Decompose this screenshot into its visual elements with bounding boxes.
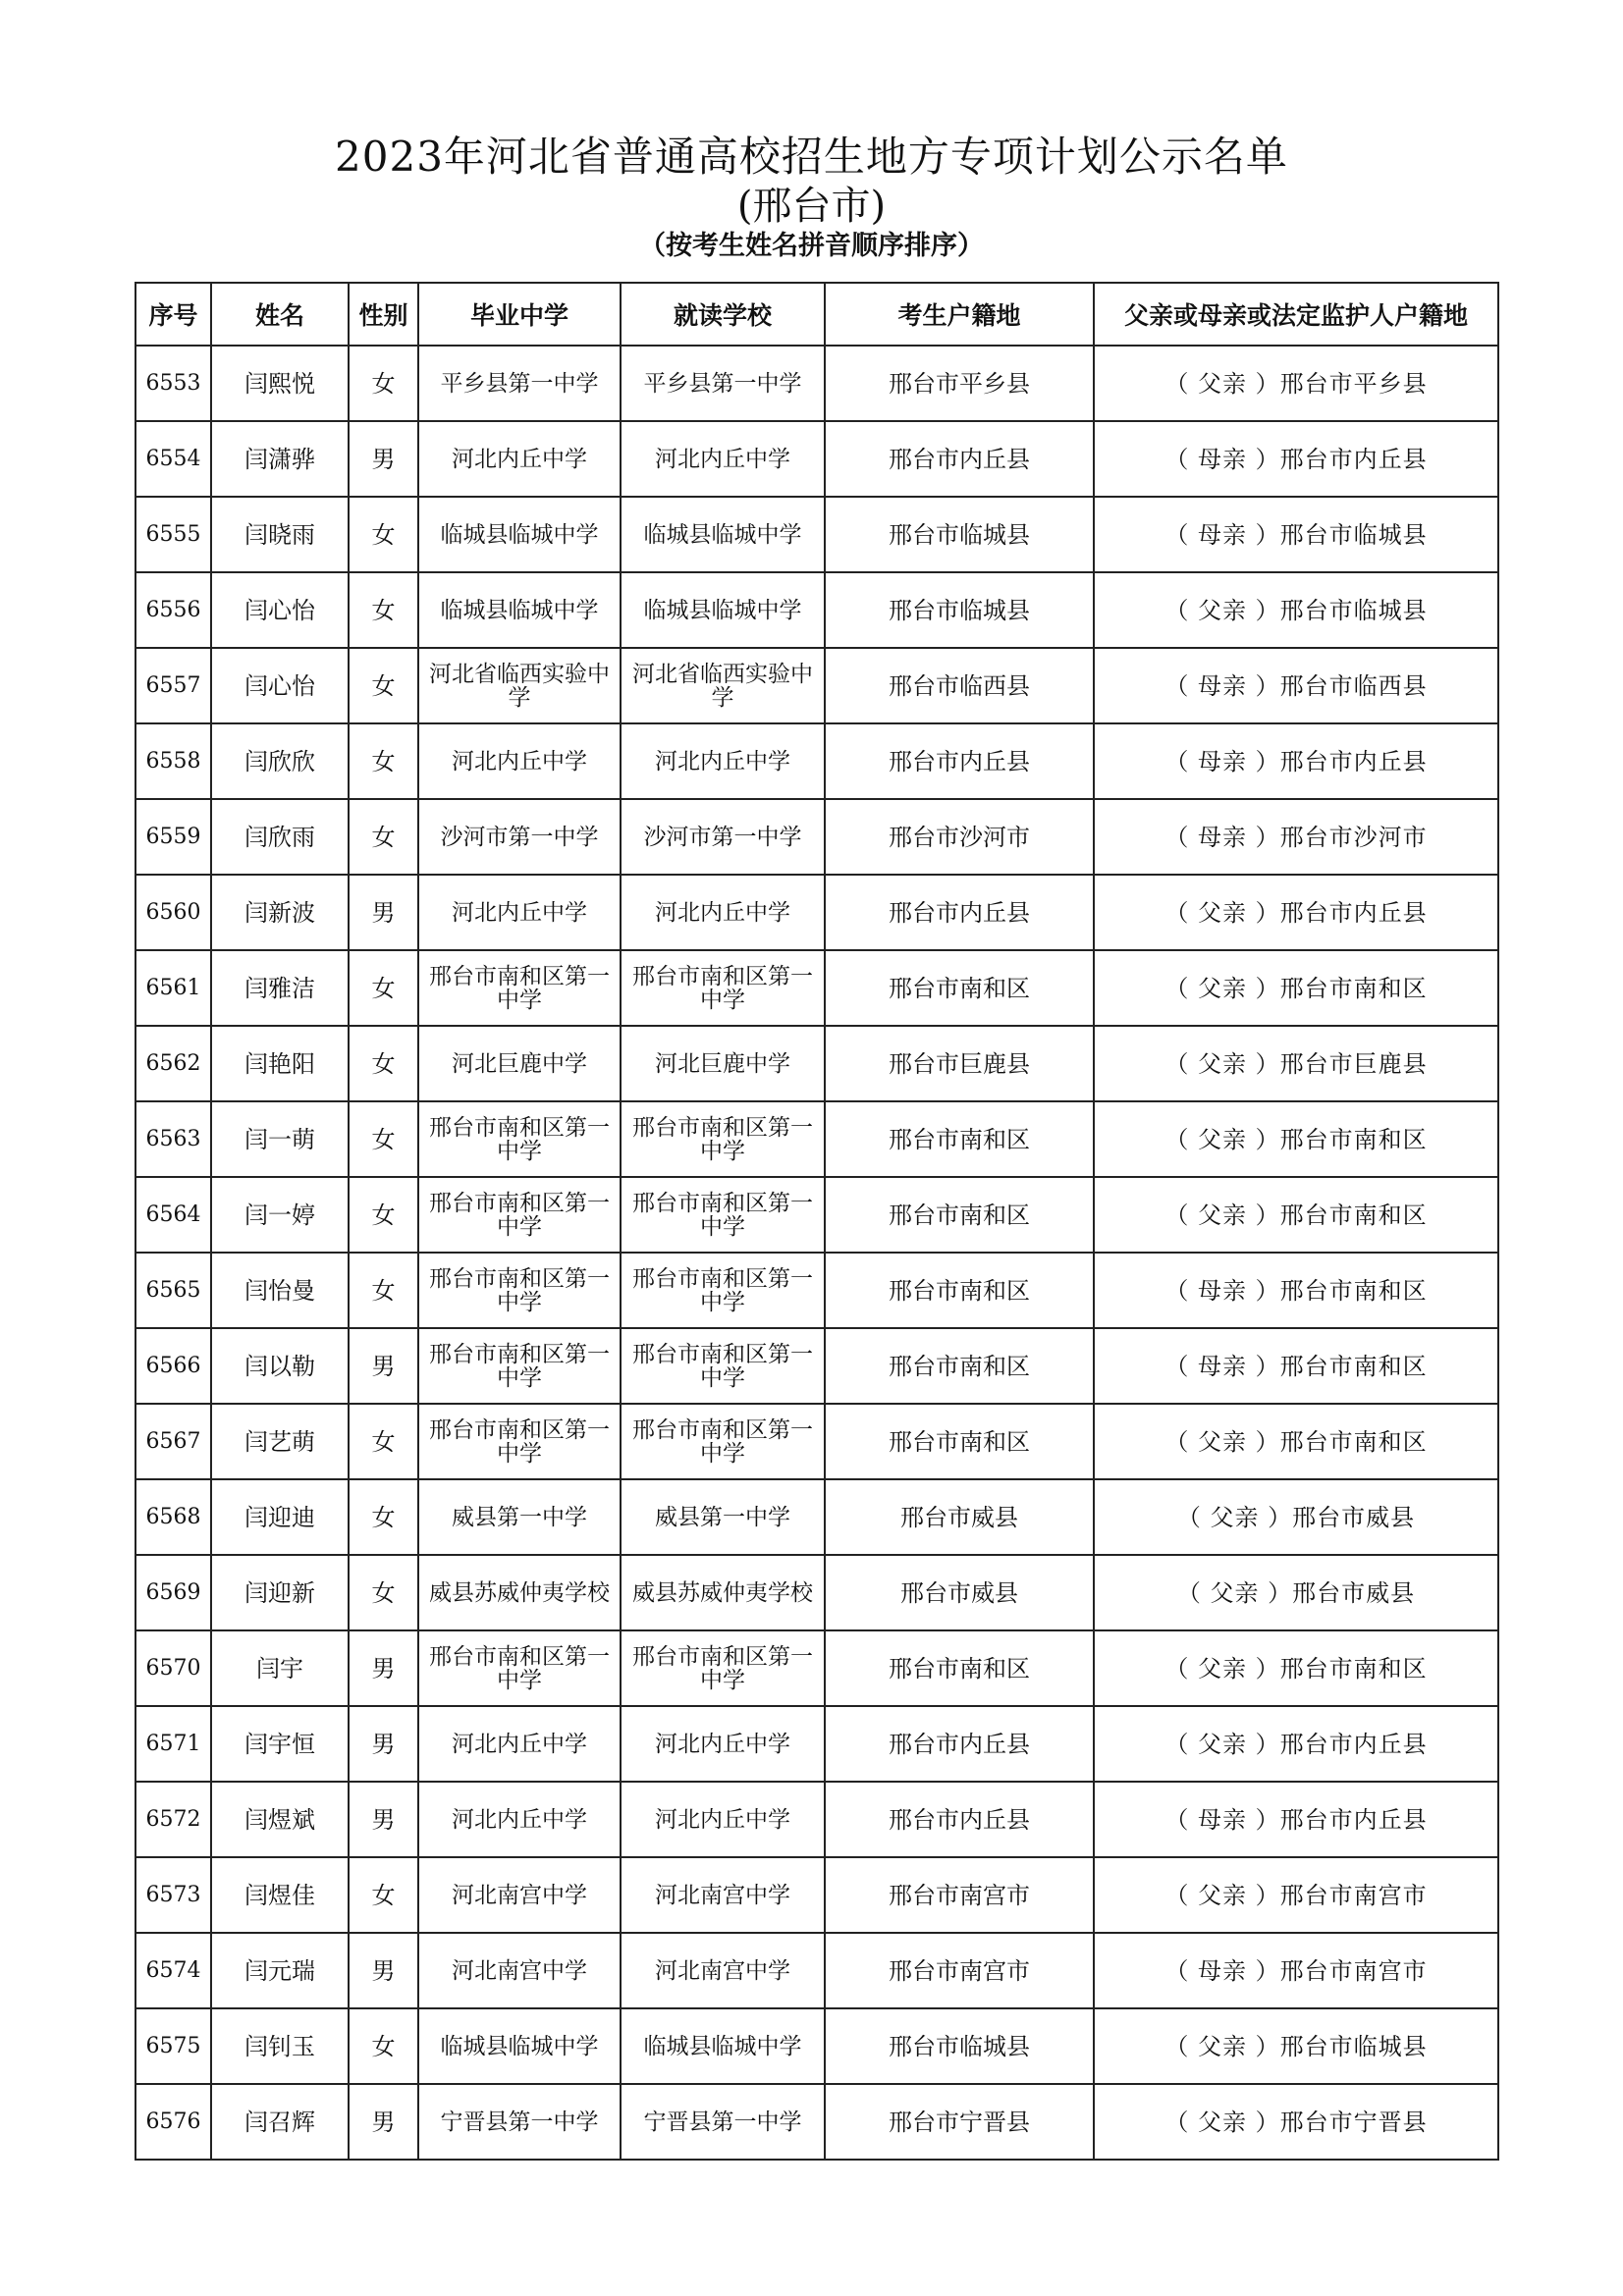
cell-residence: 邢台市临城县: [825, 572, 1094, 648]
cell-guardian-residence: （ 母亲 ）邢台市临城县: [1094, 497, 1498, 572]
cell-grad-school: 河北南宫中学: [418, 1933, 621, 2008]
cell-seq: 6568: [135, 1479, 211, 1555]
cell-current-school: 邢台市南和区第一中学: [621, 1101, 825, 1177]
table-row: [135, 1026, 1498, 1101]
cell-guardian-residence: （ 父亲 ）邢台市南宫市: [1094, 1857, 1498, 1933]
cell-gender: 女: [349, 950, 418, 1026]
cell-gender: 女: [349, 1857, 418, 1933]
cell-grad-school: 河北内丘中学: [418, 723, 621, 799]
cell-guardian-residence: （ 父亲 ）邢台市威县: [1094, 1555, 1498, 1630]
cell-seq: 6575: [135, 2008, 211, 2084]
cell-residence: 邢台市平乡县: [825, 346, 1094, 421]
header-seq: 序号: [135, 283, 211, 346]
cell-current-school: 河北内丘中学: [621, 1706, 825, 1782]
cell-grad-school: 临城县临城中学: [418, 572, 621, 648]
cell-residence: 邢台市巨鹿县: [825, 1026, 1094, 1101]
cell-residence: 邢台市内丘县: [825, 723, 1094, 799]
table-row: [135, 1630, 1498, 1706]
cell-seq: 6553: [135, 346, 211, 421]
cell-gender: 女: [349, 572, 418, 648]
cell-guardian-residence: （ 父亲 ）邢台市临城县: [1094, 572, 1498, 648]
cell-name: 闫熙悦: [211, 346, 349, 421]
cell-guardian-residence: （ 父亲 ）邢台市南和区: [1094, 1404, 1498, 1479]
cell-seq: 6554: [135, 421, 211, 497]
cell-residence: 邢台市沙河市: [825, 799, 1094, 875]
cell-residence: 邢台市南和区: [825, 950, 1094, 1026]
cell-current-school: 邢台市南和区第一中学: [621, 1253, 825, 1328]
cell-current-school: 邢台市南和区第一中学: [621, 1177, 825, 1253]
cell-residence: 邢台市南和区: [825, 1177, 1094, 1253]
cell-grad-school: 河北省临西实验中学: [418, 648, 621, 723]
table-row: [135, 1933, 1498, 2008]
table-row: [135, 950, 1498, 1026]
cell-residence: 邢台市南宫市: [825, 1933, 1094, 2008]
cell-residence: 邢台市临城县: [825, 2008, 1094, 2084]
cell-grad-school: 邢台市南和区第一中学: [418, 1101, 621, 1177]
table-row: [135, 723, 1498, 799]
cell-name: 闫潇骅: [211, 421, 349, 497]
cell-guardian-residence: （ 母亲 ）邢台市南和区: [1094, 1253, 1498, 1328]
cell-name: 闫一婷: [211, 1177, 349, 1253]
sort-note: （按考生姓名拼音顺序排序）: [639, 231, 984, 261]
table-row: [135, 421, 1498, 497]
table-row: [135, 1857, 1498, 1933]
cell-guardian-residence: （ 父亲 ）邢台市巨鹿县: [1094, 1026, 1498, 1101]
cell-residence: 邢台市临城县: [825, 497, 1094, 572]
cell-grad-school: 平乡县第一中学: [418, 346, 621, 421]
cell-current-school: 河北省临西实验中学: [621, 648, 825, 723]
cell-gender: 女: [349, 346, 418, 421]
cell-gender: 男: [349, 1933, 418, 2008]
table-row: [135, 572, 1498, 648]
cell-guardian-residence: （ 母亲 ）邢台市临西县: [1094, 648, 1498, 723]
cell-current-school: 河北内丘中学: [621, 723, 825, 799]
cell-seq: 6562: [135, 1026, 211, 1101]
cell-current-school: 邢台市南和区第一中学: [621, 1630, 825, 1706]
cell-gender: 男: [349, 1328, 418, 1404]
cell-current-school: 河北内丘中学: [621, 1782, 825, 1857]
cell-name: 闫宇恒: [211, 1706, 349, 1782]
cell-gender: 男: [349, 875, 418, 950]
cell-residence: 邢台市宁晋县: [825, 2084, 1094, 2160]
cell-name: 闫一萌: [211, 1101, 349, 1177]
header-current-school: 就读学校: [621, 283, 825, 346]
header-residence: 考生户籍地: [825, 283, 1094, 346]
document-subtitle: (邢台市): [736, 184, 887, 229]
cell-seq: 6555: [135, 497, 211, 572]
table-row: [135, 1253, 1498, 1328]
cell-seq: 6570: [135, 1630, 211, 1706]
cell-seq: 6564: [135, 1177, 211, 1253]
cell-gender: 女: [349, 2008, 418, 2084]
cell-grad-school: 邢台市南和区第一中学: [418, 1404, 621, 1479]
cell-name: 闫欣雨: [211, 799, 349, 875]
cell-current-school: 河北巨鹿中学: [621, 1026, 825, 1101]
cell-name: 闫欣欣: [211, 723, 349, 799]
cell-name: 闫元瑞: [211, 1933, 349, 2008]
cell-residence: 邢台市南和区: [825, 1101, 1094, 1177]
header-name: 姓名: [211, 283, 349, 346]
cell-name: 闫新波: [211, 875, 349, 950]
cell-guardian-residence: （ 母亲 ）邢台市内丘县: [1094, 1782, 1498, 1857]
cell-gender: 女: [349, 1404, 418, 1479]
cell-current-school: 平乡县第一中学: [621, 346, 825, 421]
cell-seq: 6558: [135, 723, 211, 799]
cell-gender: 女: [349, 497, 418, 572]
cell-residence: 邢台市南宫市: [825, 1857, 1094, 1933]
cell-gender: 女: [349, 723, 418, 799]
cell-current-school: 河北内丘中学: [621, 875, 825, 950]
cell-gender: 女: [349, 1026, 418, 1101]
cell-guardian-residence: （ 母亲 ）邢台市内丘县: [1094, 723, 1498, 799]
cell-guardian-residence: （ 父亲 ）邢台市内丘县: [1094, 875, 1498, 950]
cell-residence: 邢台市内丘县: [825, 1782, 1094, 1857]
cell-grad-school: 邢台市南和区第一中学: [418, 950, 621, 1026]
table-row: [135, 2008, 1498, 2084]
cell-grad-school: 河北内丘中学: [418, 1706, 621, 1782]
cell-name: 闫艺萌: [211, 1404, 349, 1479]
cell-gender: 男: [349, 1782, 418, 1857]
table-row: [135, 1706, 1498, 1782]
cell-current-school: 邢台市南和区第一中学: [621, 1404, 825, 1479]
cell-guardian-residence: （ 父亲 ）邢台市平乡县: [1094, 346, 1498, 421]
cell-seq: 6560: [135, 875, 211, 950]
cell-name: 闫煜斌: [211, 1782, 349, 1857]
cell-grad-school: 河北内丘中学: [418, 1782, 621, 1857]
table-row: [135, 346, 1498, 421]
cell-grad-school: 临城县临城中学: [418, 497, 621, 572]
cell-residence: 邢台市南和区: [825, 1404, 1094, 1479]
cell-seq: 6573: [135, 1857, 211, 1933]
cell-seq: 6576: [135, 2084, 211, 2160]
table-row: [135, 1782, 1498, 1857]
cell-name: 闫迎新: [211, 1555, 349, 1630]
cell-grad-school: 临城县临城中学: [418, 2008, 621, 2084]
cell-grad-school: 邢台市南和区第一中学: [418, 1630, 621, 1706]
cell-seq: 6571: [135, 1706, 211, 1782]
cell-residence: 邢台市内丘县: [825, 1706, 1094, 1782]
cell-gender: 男: [349, 1630, 418, 1706]
cell-gender: 男: [349, 421, 418, 497]
cell-name: 闫以勒: [211, 1328, 349, 1404]
cell-seq: 6566: [135, 1328, 211, 1404]
header-grad-school: 毕业中学: [418, 283, 621, 346]
cell-current-school: 威县苏威仲夷学校: [621, 1555, 825, 1630]
cell-grad-school: 宁晋县第一中学: [418, 2084, 621, 2160]
cell-gender: 男: [349, 2084, 418, 2160]
cell-guardian-residence: （ 父亲 ）邢台市内丘县: [1094, 1706, 1498, 1782]
cell-name: 闫心怡: [211, 648, 349, 723]
table-row: [135, 1177, 1498, 1253]
cell-gender: 女: [349, 648, 418, 723]
cell-grad-school: 邢台市南和区第一中学: [418, 1177, 621, 1253]
cell-residence: 邢台市内丘县: [825, 421, 1094, 497]
cell-residence: 邢台市南和区: [825, 1630, 1094, 1706]
table-row: [135, 875, 1498, 950]
table-row: [135, 497, 1498, 572]
cell-guardian-residence: （ 母亲 ）邢台市南宫市: [1094, 1933, 1498, 2008]
cell-residence: 邢台市临西县: [825, 648, 1094, 723]
cell-name: 闫艳阳: [211, 1026, 349, 1101]
table-row: [135, 1404, 1498, 1479]
table-row: [135, 2084, 1498, 2160]
cell-seq: 6567: [135, 1404, 211, 1479]
cell-seq: 6563: [135, 1101, 211, 1177]
cell-grad-school: 河北内丘中学: [418, 875, 621, 950]
cell-seq: 6565: [135, 1253, 211, 1328]
cell-name: 闫宇: [211, 1630, 349, 1706]
cell-gender: 女: [349, 1479, 418, 1555]
cell-name: 闫召辉: [211, 2084, 349, 2160]
table-row: [135, 1479, 1498, 1555]
cell-seq: 6574: [135, 1933, 211, 2008]
table-header-row: [135, 283, 1498, 346]
cell-current-school: 宁晋县第一中学: [621, 2084, 825, 2160]
cell-seq: 6556: [135, 572, 211, 648]
cell-guardian-residence: （ 父亲 ）邢台市南和区: [1094, 950, 1498, 1026]
admission-list-table: [135, 282, 1499, 2161]
cell-current-school: 临城县临城中学: [621, 572, 825, 648]
cell-seq: 6572: [135, 1782, 211, 1857]
cell-current-school: 河北内丘中学: [621, 421, 825, 497]
table-row: [135, 1328, 1498, 1404]
cell-gender: 女: [349, 799, 418, 875]
cell-seq: 6569: [135, 1555, 211, 1630]
cell-guardian-residence: （ 父亲 ）邢台市南和区: [1094, 1630, 1498, 1706]
cell-guardian-residence: （ 母亲 ）邢台市沙河市: [1094, 799, 1498, 875]
cell-name: 闫心怡: [211, 572, 349, 648]
cell-guardian-residence: （ 母亲 ）邢台市内丘县: [1094, 421, 1498, 497]
cell-gender: 女: [349, 1555, 418, 1630]
cell-grad-school: 河北内丘中学: [418, 421, 621, 497]
table-body: [135, 346, 1498, 2160]
header-guardian-residence: 父亲或母亲或法定监护人户籍地: [1094, 283, 1498, 346]
cell-current-school: 邢台市南和区第一中学: [621, 1328, 825, 1404]
cell-guardian-residence: （ 父亲 ）邢台市南和区: [1094, 1177, 1498, 1253]
table-row: [135, 648, 1498, 723]
cell-grad-school: 河北南宫中学: [418, 1857, 621, 1933]
cell-grad-school: 沙河市第一中学: [418, 799, 621, 875]
document-title: 2023年河北省普通高校招生地方专项计划公示名单: [335, 133, 1288, 181]
cell-seq: 6559: [135, 799, 211, 875]
header-gender: 性别: [349, 283, 418, 346]
cell-current-school: 临城县临城中学: [621, 2008, 825, 2084]
cell-grad-school: 邢台市南和区第一中学: [418, 1328, 621, 1404]
cell-gender: 女: [349, 1253, 418, 1328]
cell-residence: 邢台市内丘县: [825, 875, 1094, 950]
cell-grad-school: 威县第一中学: [418, 1479, 621, 1555]
cell-grad-school: 河北巨鹿中学: [418, 1026, 621, 1101]
cell-residence: 邢台市南和区: [825, 1328, 1094, 1404]
cell-grad-school: 邢台市南和区第一中学: [418, 1253, 621, 1328]
cell-name: 闫煜佳: [211, 1857, 349, 1933]
cell-current-school: 河北南宫中学: [621, 1857, 825, 1933]
cell-name: 闫钊玉: [211, 2008, 349, 2084]
cell-current-school: 邢台市南和区第一中学: [621, 950, 825, 1026]
cell-residence: 邢台市威县: [825, 1479, 1094, 1555]
table-row: [135, 1101, 1498, 1177]
table-row: [135, 799, 1498, 875]
cell-current-school: 河北南宫中学: [621, 1933, 825, 2008]
cell-current-school: 临城县临城中学: [621, 497, 825, 572]
cell-name: 闫迎迪: [211, 1479, 349, 1555]
cell-seq: 6557: [135, 648, 211, 723]
cell-seq: 6561: [135, 950, 211, 1026]
cell-gender: 女: [349, 1101, 418, 1177]
table-row: [135, 1555, 1498, 1630]
cell-current-school: 沙河市第一中学: [621, 799, 825, 875]
cell-gender: 女: [349, 1177, 418, 1253]
cell-current-school: 威县第一中学: [621, 1479, 825, 1555]
cell-residence: 邢台市威县: [825, 1555, 1094, 1630]
cell-guardian-residence: （ 父亲 ）邢台市宁晋县: [1094, 2084, 1498, 2160]
cell-guardian-residence: （ 父亲 ）邢台市南和区: [1094, 1101, 1498, 1177]
cell-gender: 男: [349, 1706, 418, 1782]
cell-name: 闫怡曼: [211, 1253, 349, 1328]
cell-grad-school: 威县苏威仲夷学校: [418, 1555, 621, 1630]
cell-name: 闫雅洁: [211, 950, 349, 1026]
cell-guardian-residence: （ 父亲 ）邢台市临城县: [1094, 2008, 1498, 2084]
cell-residence: 邢台市南和区: [825, 1253, 1094, 1328]
cell-guardian-residence: （ 母亲 ）邢台市南和区: [1094, 1328, 1498, 1404]
cell-guardian-residence: （ 父亲 ）邢台市威县: [1094, 1479, 1498, 1555]
cell-name: 闫晓雨: [211, 497, 349, 572]
